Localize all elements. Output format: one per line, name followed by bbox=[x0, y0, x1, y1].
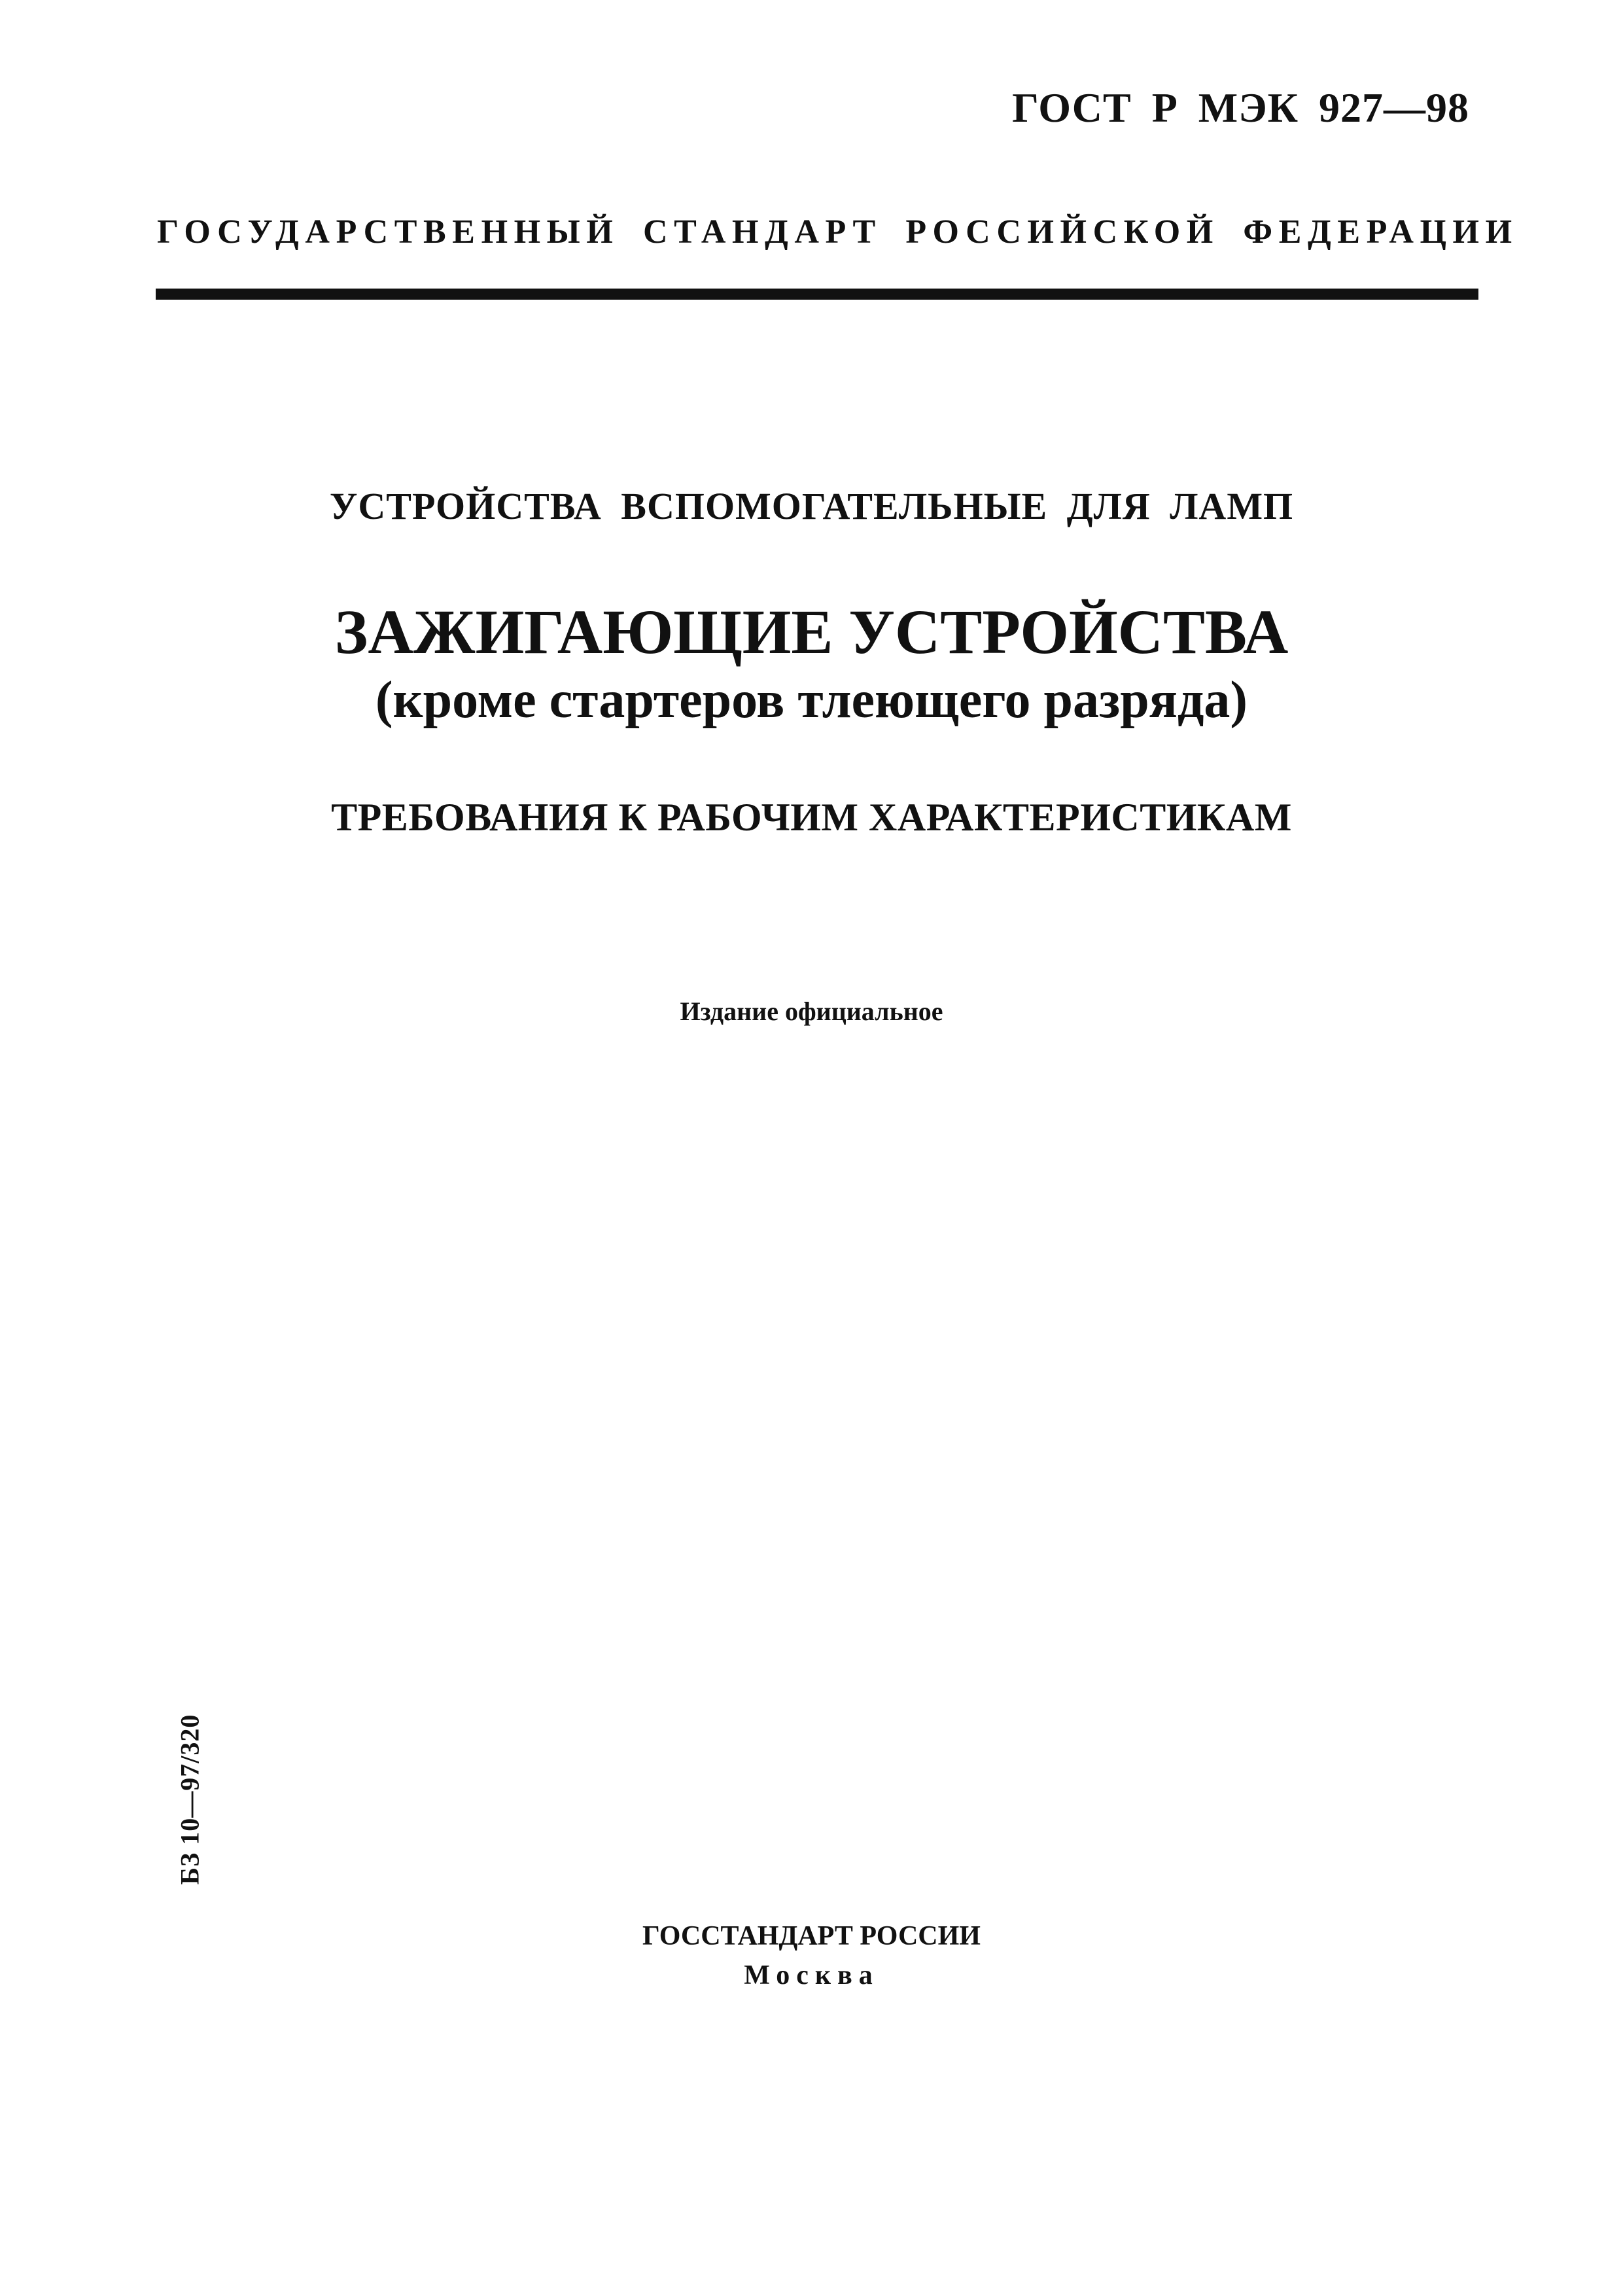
side-catalog-code: БЗ 10—97/320 bbox=[175, 1714, 205, 1885]
document-code: ГОСТ Р МЭК 927—98 bbox=[1012, 84, 1469, 131]
publisher-name: ГОССТАНДАРТ РОССИИ bbox=[642, 1921, 981, 1951]
document-title: ЗАЖИГАЮЩИЕ УСТРОЙСТВА bbox=[334, 597, 1289, 667]
requirements-heading: ТРЕБОВАНИЯ К РАБОЧИМ ХАРАКТЕРИСТИКАМ bbox=[331, 796, 1292, 839]
document-subtitle: (кроме стартеров тлеющего разряда) bbox=[375, 671, 1248, 729]
header-divider bbox=[156, 289, 1478, 300]
state-standard-heading: ГОСУДАРСТВЕННЫЙ СТАНДАРТ РОССИЙСКОЙ ФЕДЕРАЦИИ bbox=[157, 213, 1518, 251]
publisher-city: Москва bbox=[744, 1960, 879, 1990]
subject-heading: УСТРОЙСТВА ВСПОМОГАТЕЛЬНЫЕ ДЛЯ ЛАМП bbox=[329, 485, 1294, 527]
edition-note: Издание официальное bbox=[680, 997, 943, 1026]
